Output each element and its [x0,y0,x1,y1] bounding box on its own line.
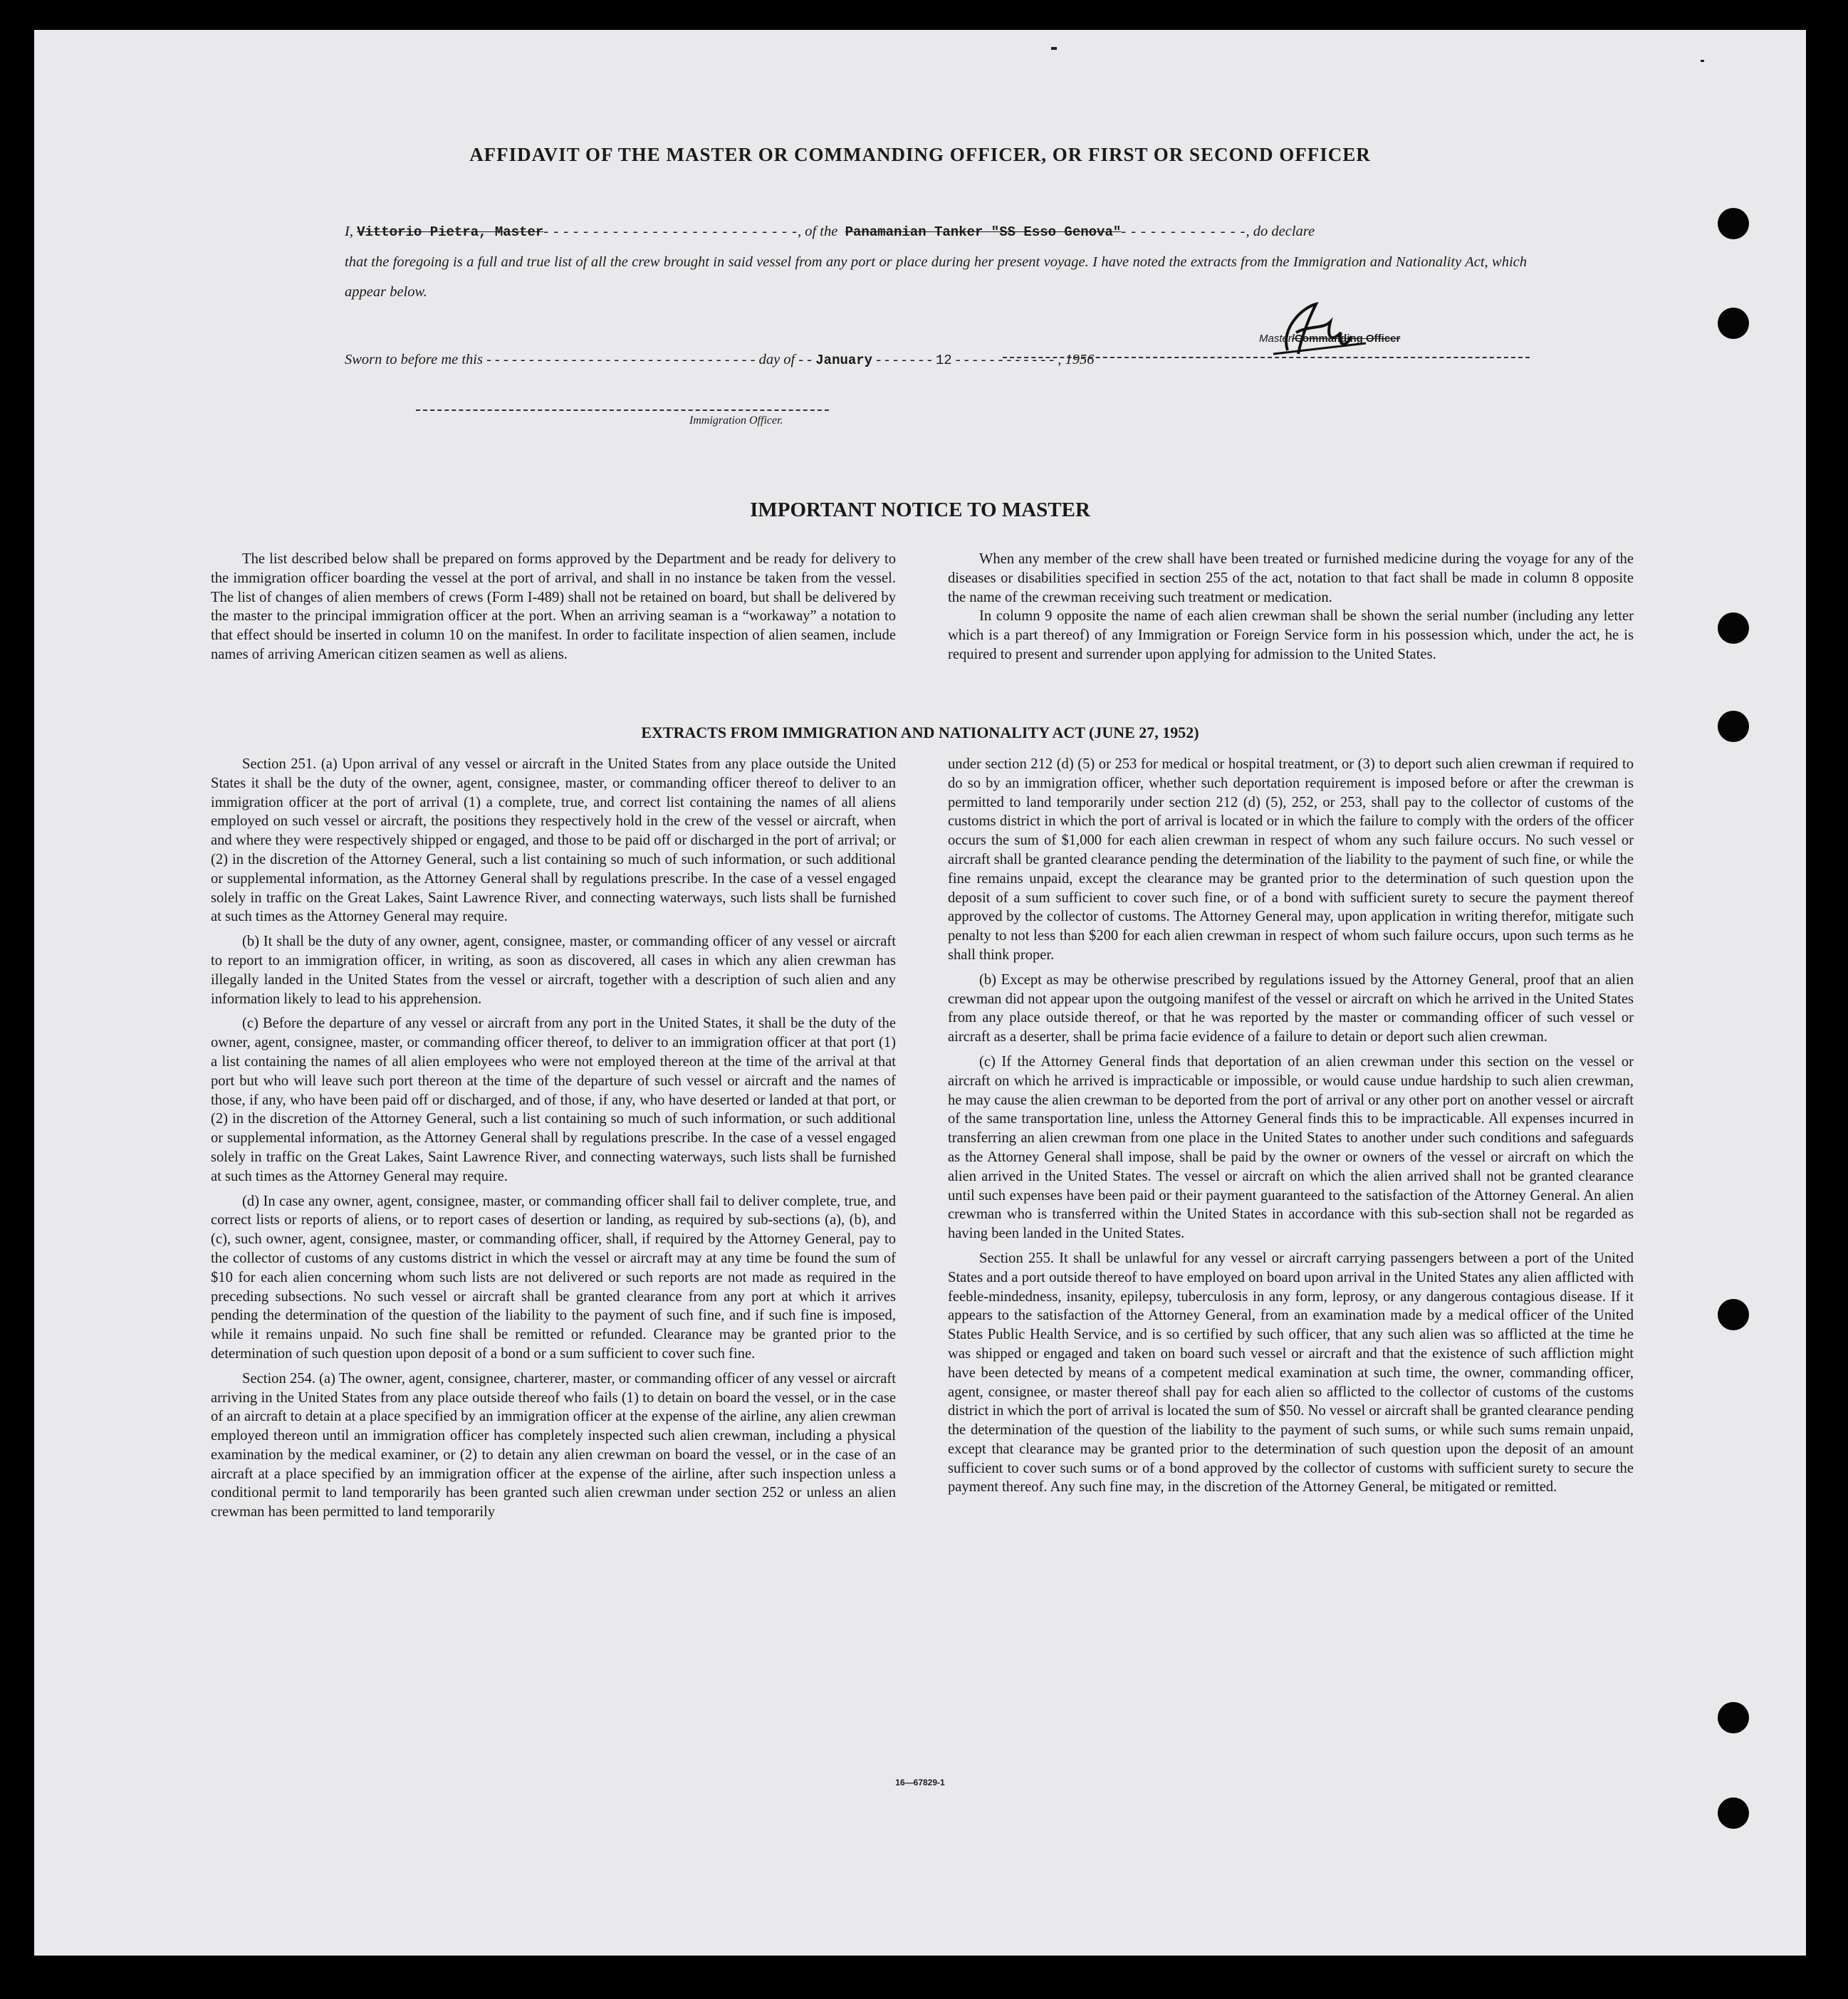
do-declare-label: , do declare [1246,224,1315,239]
binder-hole [1718,308,1749,339]
notice-paragraph: When any member of the crew shall have been treated or furnished medicine during the voyage for any of the diseases or disabilities specified in section 255 of the act, notation to that fact shall be made in column 8 opposite the name of the crewman receiving such treatment or medication. [948,551,1634,605]
fill-dashes: - - [798,352,813,367]
notice-left-column [211,550,896,670]
binder-hole [1718,612,1749,644]
binder-hole [1718,208,1749,239]
extracts-right-column [948,755,1634,1503]
section-paragraph: under section 212 (d) (5) or 253 for medical or hospital treatment, or (3) to deport such alien crewman if required to do so by an immigration officer, whether such deportation requirement is imposed before or after the crewman is permitted to land temporarily under section 212 (d) (5), 252, or 253, shall pay to the collector of customs of the customs district in which the port of arrival is located or in which the failure to comply with the orders of the officer occurs the sum of $1,000 for each alien crewman in respect of whom any such failure occurs. No such vessel or aircraft shall be granted clearance pending the determination of the liability to the payment of such fine, or while the fine remains unpaid, except the clearance may be granted prior to the determination of such question upon the deposit of a sum sufficient to cover such fine, or of a bond with sufficient surety to secure the payment thereof approved by the collector of customs. The Attorney General may, upon application in writing therefor, mitigate such penalty to not less than $200 for each alien crewman in respect of whom such failure occurs, upon such terms as he shall think proper. [948,756,1634,963]
declaration-body: that the foregoing is a full and true list of all the crew brought in said vessel from any port or place during her present voyage. I have noted the extracts from the Immigration and Nationality Act, which appear below. [345,254,1527,300]
notice-paragraph: The list described below shall be prepared on forms approved by the Department and be ready for delivery to the immigration officer boarding the vessel at the port of arrival, and shall in no instance be taken from the vessel. The list of changes of alien members of crews (Form I-489) shall not be retained on board, but shall be delivered by the master to the principal immigration officer at the port. When an arriving seaman is a “workaway” a notation to that effect should be inserted in column 10 on the manifest. In order to facilitate inspection of alien seamen, include names of arriving American citizen seamen as well as aliens. [211,551,896,662]
struck-title: /Commanding Officer [1291,333,1401,345]
document-page [34,30,1806,1956]
form-number: 16—67829-1 [895,1778,945,1787]
section-paragraph: Section 254. (a) The owner, agent, consignee, charterer, master, or commanding officer of any vessel or aircraft arriving in the United States from any place outside thereof who fails (1) to detain on board the vessel, or in the case of an aircraft to detain at a place specified by an immigration officer at the expense of the airline, any alien crewman employed thereon until an immigration officer has completely inspected such alien crewman, including a physical examination by the medical examiner, or (2) to detain any alien crewman on board the vessel, or in the case of an aircraft at a place specified by an immigration officer at the expense of the airline, after such inspection unless a conditional permit to land temporarily has been granted such alien crewman under section 252 or unless an alien crewman has been permitted to land temporarily [211,1370,896,1520]
fill-dashes: - - - - - - - [876,352,932,367]
fill-dashes: - - - - - - - - - - - - - - - - - - - - - - - - - - [543,224,798,239]
declaration-prefix: I, [345,224,353,239]
fill-dashes: - - - - - - - - - - - - - - - - - - - - - - - - - - - - - - - - [486,352,756,367]
master-name: Vittorio Pietra, Master [357,224,544,240]
section-paragraph: (c) Before the departure of any vessel or aircraft from any port in the United States, it shall be the duty of the owner, agent, consignee, master, or commanding officer thereof, to deliver to an immigration officer at that port (1) a list containing the names of all alien employees who were not employed thereon at the time of the arrival at that port but who will leave such port thereon at the time of the departure of such vessel or aircraft and the names of those, if any, who have been paid off or discharged, and of those, if any, who have deserted or landed at that port, or (2) in the discretion of the Attorney General, such a list containing so much of such information, or such additional or supplemental information, as the Attorney General shall by regulations prescribe. In the case of a vessel engaged solely in traffic on the Great Lakes, Saint Lawrence River, and connecting waterways, such lists shall be furnished at such times as the Attorney General may require. [211,1016,896,1184]
section-paragraph: Section 255. It shall be unlawful for any vessel or aircraft carrying passengers between a port of the United States and a port outside thereof to have employed on board upon arrival in the United States any alien afflicted with feeble-mindedness, insanity, epilepsy, tuberculosis in any form, leprosy, or any dangerous contagious disease. If it appears to the satisfaction of the Attorney General, from an examination made by a medical officer of the United States Public Health Service, and is so certified by such officer, that any such alien was so afflicted at the time he was shipped or engaged and taken on board such vessel or aircraft and that the existence of such affliction might have been detected by means of a competent medical examination at such time, the owner, commanding officer, agent, consignee, or master thereof shall pay for each alien so afflicted to the collector of customs of the customs district in which the port of arrival is located the sum of $50. No vessel or aircraft shall be granted clearance pending the determination of the question of the liability to the payment of such sums, or while such sums remain unpaid, except that clearance may be granted prior to the determination of such question upon the deposit of an amount sufficient to cover such sums or of a bond approved by the collector of customs with sufficient surety to secure the payment thereof. Any such fine may, in the discretion of the Attorney General, be mitigated or remitted. [948,1250,1634,1496]
fill-dashes: - - - - - - - - - - - - , [955,352,1062,367]
affidavit-title: AFFIDAVIT OF THE MASTER OR COMMANDING OFFICER, OR FIRST OR SECOND OFFICER [469,144,1371,165]
immigration-officer-line [416,409,829,411]
sworn-month: January [815,353,873,368]
sworn-year: 1956 [1065,352,1095,367]
fill-dashes: - - - - - - - - - - - - - [1121,224,1246,239]
binder-hole [1718,1702,1749,1733]
sworn-prefix: Sworn to before me this [345,352,483,367]
section-paragraph: (c) If the Attorney General finds that deportation of an alien crewman under this section on the vessel or aircraft on which he arrived is impracticable or impossible, or would cause undue hardship to such alien crewman, he may cause the alien crewman to be deported from the port of arrival or any other port on another vessel or aircraft of the same transportation line, unless the Attorney General finds this to be impracticable. All expenses incurred in transferring an alien crewman from one place in the United States to another under such conditions and safeguards as the Attorney General shall impose, shall be paid by the owner or owners of the vessel or aircraft on which the alien arrived in the United States. The vessel or aircraft on which the alien arrived shall not be granted clearance until such expenses have been paid or their payment guaranteed to the satisfaction of the Attorney General. An alien crewman who is transferred within the United States in accordance with this sub-section shall not be regarded as having been landed in the United States. [948,1053,1634,1242]
day-of-label: day of [758,352,795,367]
extracts-left-column [211,755,896,1528]
section-paragraph: (b) It shall be the duty of any owner, agent, consignee, master, or commanding officer of any vessel or aircraft to report to an immigration officer, in writing, as soon as discovered, all cases in which any alien crewman has illegally landed in the United States from the vessel or aircraft, together with a description of such alien and any information likely to lead to his apprehension. [211,934,896,1007]
notice-paragraph: In column 9 opposite the name of each alien crewman shall be shown the serial number (including any letter which is a part thereof) of any Immigration or Foreign Service form in his possession which, under the act, he is required to present and surrender upon applying for admission to the United States. [948,608,1634,662]
extracts-title: EXTRACTS FROM IMMIGRATION AND NATIONALITY ACT (JUNE 27, 1952) [641,724,1199,741]
vessel-name: Panamanian Tanker "SS Esso Genova" [845,224,1122,240]
immigration-officer-label: Immigration Officer. [689,414,783,427]
section-paragraph: Section 251. (a) Upon arrival of any vessel or aircraft in the United States from any place outside the United States it shall be the duty of the owner, agent, consignee, master, or commanding officer thereof to deliver to an immigration officer at the port of arrival (1) a complete, true, and correct list containing the names of all aliens employed on such vessel or aircraft, the positions they respectively hold in the crew of the vessel or aircraft, when and where they were respectively shipped or engaged, and those to be paid off or discharged in the port of arrival; or (2) in the discretion of the Attorney General, such a list containing so much of such information, or such additional or supplemental information, as the Attorney General shall by regulations prescribe. In the case of a vessel engaged solely in traffic on the Great Lakes, Saint Lawrence River, and connecting waterways, such lists shall be furnished at such times as the Attorney General may require. [211,756,896,925]
binder-hole [1718,1299,1749,1330]
sworn-day: 12 [935,353,952,368]
signature-label: Master/Commanding Officer [1259,333,1401,345]
section-paragraph: (b) Except as may be otherwise prescribed by regulations issued by the Attorney General, proof that an alien crewman did not appear upon the outgoing manifest of the vessel or aircraft on which he arrived in the United States from any place outside thereof, or that he was reported by the master or commanding officer of such vessel or aircraft as a deserter, shall be prima facie evidence of a failure to detain or deport such alien crewman. [948,971,1634,1045]
notice-title: IMPORTANT NOTICE TO MASTER [750,499,1090,521]
binder-hole [1718,1797,1749,1829]
scan-speck [1051,47,1057,50]
sworn-line [345,352,1199,368]
notice-right-column [948,550,1634,670]
scan-speck [1701,60,1704,62]
section-paragraph: (d) In case any owner, agent, consignee, master, or commanding officer shall fail to deliver complete, true, and correct lists or reports of aliens, or to report cases of desertion or landing, as required by sub-sections (a), (b), and (c), such owner, agent, consignee, master, or commanding officer, shall, if required by the Attorney General, pay to the collector of customs of any customs district in which the vessel or aircraft may at any time be found the sum of $10 for each alien concerning whom such lists are not delivered or such reports are not made as required in the preceding subsections. No such vessel or aircraft shall be granted clearance from any port at which it arrives pending the determination of the question of the liability to the payment of such fine, and if such fine is imposed, while it remains unpaid. No such fine shall be remitted or refunded. Clearance may be granted prior to the determination of such question upon deposit of a bond or a sum sufficient to cover such fine. [211,1193,896,1362]
of-the-label: , of the [797,224,838,239]
